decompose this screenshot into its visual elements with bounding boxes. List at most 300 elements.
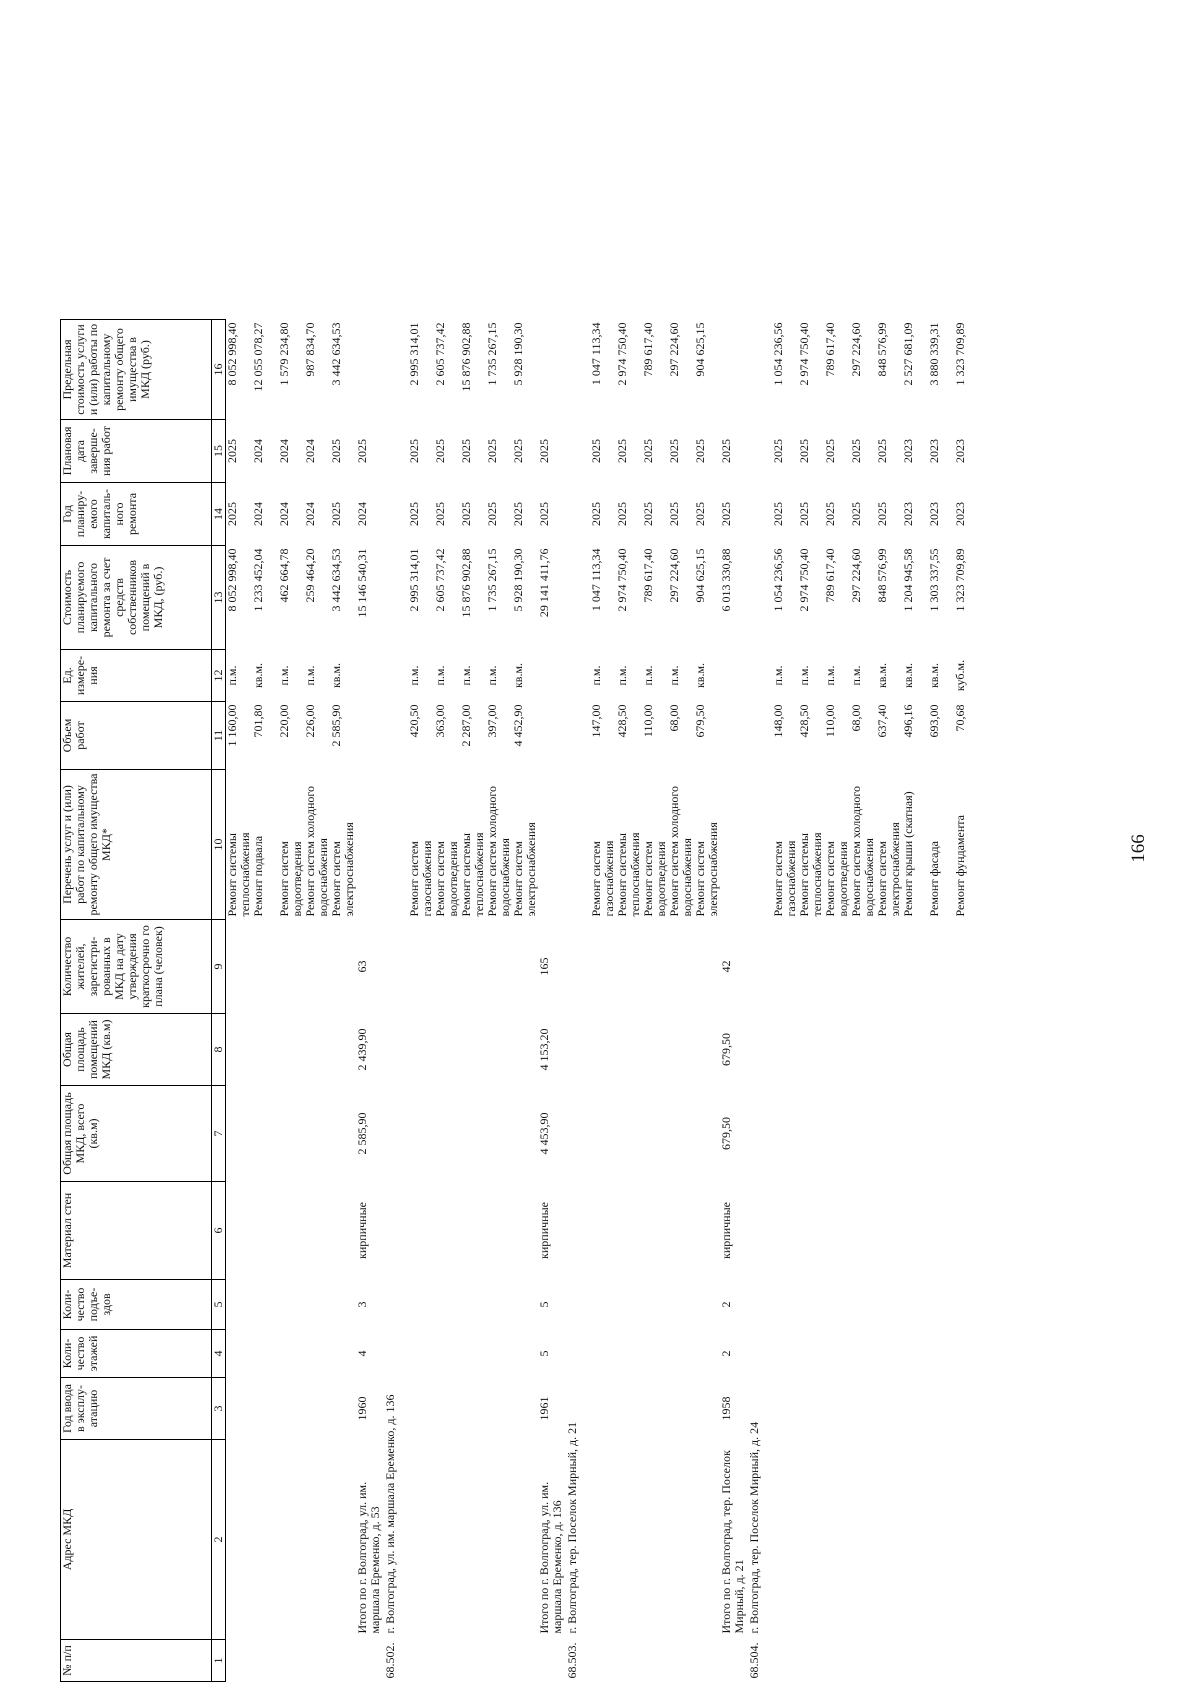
- unit: кв.м.: [511, 662, 525, 689]
- empty-cell: [902, 1640, 928, 1682]
- work-name: Ремонт систем холодного водоснабжения: [485, 785, 512, 917]
- max-cost: 1 579 234,80: [277, 322, 291, 386]
- work-volume: 2 585,90: [329, 704, 343, 747]
- empty-cell: [824, 1640, 850, 1682]
- completion-year: 2025: [641, 439, 655, 463]
- work-row: [486, 320, 512, 1682]
- work-name: Ремонт систем холодного водоснабжения: [849, 785, 876, 917]
- work-name: Ремонт систем газоснабжения: [771, 840, 798, 917]
- work-row: [226, 320, 253, 1682]
- max-cost: 987 834,70: [303, 322, 317, 377]
- premises-area: 4 153,20: [537, 1028, 551, 1071]
- planned-year: 2025: [771, 502, 785, 526]
- empty-cell: [512, 1640, 538, 1682]
- column-number-cell: 2: [212, 1440, 226, 1640]
- work-cost: 462 664,78: [277, 548, 291, 603]
- header-cell: Год планиру-емого капиталь-ного ремонта: [61, 483, 212, 546]
- total-cost: 6 013 330,88: [719, 548, 733, 612]
- unit: п.м.: [589, 665, 603, 686]
- total-cost: 15 146 540,31: [355, 548, 369, 618]
- column-number-cell: 13: [212, 546, 226, 650]
- address: г. Волгоград, тер. Поселок Мирный, д. 24: [747, 1421, 761, 1634]
- total-label: Итого по г. Волгоград, ул. им. маршала Еременко, д. 53: [355, 1481, 382, 1634]
- work-cost: 259 464,20: [303, 548, 317, 603]
- work-volume: 110,00: [823, 704, 837, 738]
- floors-count: 4: [355, 1350, 369, 1357]
- planned-year: 2024: [277, 502, 291, 526]
- max-cost: 2 527 681,09: [901, 322, 915, 386]
- total-cost: 29 141 411,76: [537, 548, 551, 618]
- work-volume: 428,50: [615, 704, 629, 738]
- planned-year: 2025: [485, 502, 499, 526]
- year-built: 1958: [719, 1396, 733, 1421]
- empty-cell: [902, 920, 928, 1640]
- empty-cell: [798, 1640, 824, 1682]
- work-name: Ремонт систем электроснабжения: [511, 822, 538, 917]
- work-cost: 789 617,40: [641, 548, 655, 603]
- work-volume: 397,00: [485, 704, 499, 738]
- work-cost: 1 303 337,55: [927, 548, 941, 612]
- row-number: 68.502.: [383, 1642, 397, 1679]
- empty-cell: [460, 920, 486, 1640]
- wall-material: кирпичные: [719, 1202, 733, 1259]
- completion-year: 2025: [693, 439, 707, 463]
- work-row: [252, 320, 278, 1682]
- work-volume: 110,00: [641, 704, 655, 738]
- floors-count: 5: [537, 1350, 551, 1357]
- empty-cell: [850, 1640, 876, 1682]
- empty-cell: [356, 1640, 384, 1682]
- column-number-cell: 11: [212, 702, 226, 770]
- work-volume: 679,50: [693, 704, 707, 738]
- address: г. Волгоград, тер. Поселок Мирный, д. 21: [565, 1421, 579, 1634]
- empty-cell: [928, 1640, 954, 1682]
- max-cost: 789 617,40: [823, 322, 837, 377]
- empty-cell: [486, 920, 512, 1640]
- work-name: Ремонт систем водоотведения: [433, 841, 460, 917]
- entrances-count: 3: [355, 1301, 369, 1308]
- work-cost: 1 323 709,89: [953, 548, 967, 612]
- work-row: [668, 320, 694, 1682]
- empty-cell: [954, 920, 980, 1640]
- empty-cell: [330, 1640, 356, 1682]
- empty-cell: [772, 1640, 798, 1682]
- work-cost: 1 054 236,56: [771, 548, 785, 612]
- completion-year: 2025: [771, 439, 785, 463]
- planned-year: 2025: [719, 502, 733, 526]
- address: г. Волгоград, ул. им. маршала Еременко, д. 136: [383, 1394, 397, 1634]
- empty-cell: [850, 920, 876, 1640]
- total-row: [720, 320, 748, 1682]
- header-cell: Стоимость планируемого капитального ремонта за счет средств собственников помещений в МКД, (руб.): [61, 546, 212, 650]
- max-cost: 1 735 267,15: [485, 322, 499, 386]
- work-row: [434, 320, 460, 1682]
- work-row: [772, 320, 798, 1682]
- empty-cell: [798, 920, 824, 1640]
- max-cost: 297 224,60: [667, 322, 681, 377]
- planned-year: 2024: [251, 502, 265, 526]
- empty-cell: [356, 650, 384, 702]
- planned-year: 2025: [537, 502, 551, 526]
- work-name: Ремонт крыши (скатная): [901, 791, 915, 917]
- header-cell: Количество жителей, зарегистри-рованных в МКД на дату утверждения краткосрочно го плана (человек): [61, 920, 212, 1014]
- empty-cell: [668, 1640, 694, 1682]
- planned-year: 2023: [953, 502, 967, 526]
- total-area: 679,50: [719, 1117, 733, 1150]
- column-number-cell: 10: [212, 770, 226, 920]
- address-row: [748, 320, 772, 1682]
- empty-cell: [278, 920, 304, 1640]
- planned-year: 2025: [797, 502, 811, 526]
- unit: п.м.: [225, 665, 239, 686]
- completion-year: 2025: [329, 439, 343, 463]
- work-name: Ремонт систем водоотведения: [277, 841, 304, 917]
- work-row: [304, 320, 330, 1682]
- empty-cell: [616, 1640, 642, 1682]
- work-volume: 68,00: [667, 704, 681, 732]
- work-volume: 70,68: [953, 704, 967, 732]
- work-volume: 701,80: [251, 704, 265, 738]
- work-volume: 68,00: [849, 704, 863, 732]
- completion-year: 2025: [459, 439, 473, 463]
- empty-cell: [720, 702, 748, 770]
- empty-cell: [356, 702, 384, 770]
- empty-cell: [772, 920, 798, 1640]
- column-number-cell: 3: [212, 1378, 226, 1440]
- empty-cell: [408, 1640, 434, 1682]
- empty-cell: [538, 1640, 566, 1682]
- empty-cell: [226, 920, 253, 1640]
- work-row: [694, 320, 720, 1682]
- max-cost: 789 617,40: [641, 322, 655, 377]
- work-row: [330, 320, 356, 1682]
- address-row: [384, 320, 408, 1682]
- empty-cell: [538, 320, 566, 420]
- completion-year: 2025: [537, 439, 551, 463]
- work-volume: 226,00: [303, 704, 317, 738]
- completion-year: 2025: [667, 439, 681, 463]
- work-cost: 5 928 190,30: [511, 548, 525, 612]
- empty-cell: [720, 770, 748, 920]
- empty-cell: [642, 1640, 668, 1682]
- unit: кв.м.: [329, 662, 343, 689]
- row-number: 68.504.: [747, 1642, 761, 1679]
- planned-year: 2025: [407, 502, 421, 526]
- work-cost: 1 204 945,58: [901, 548, 915, 612]
- work-cost: 848 576,99: [875, 548, 889, 603]
- empty-cell: [590, 920, 616, 1640]
- premises-area: 2 439,90: [355, 1028, 369, 1071]
- planned-year: 2025: [667, 502, 681, 526]
- work-cost: 297 224,60: [667, 548, 681, 603]
- work-volume: 4 452,90: [511, 704, 525, 747]
- max-cost: 8 052 998,40: [225, 322, 239, 386]
- entrances-count: 2: [719, 1301, 733, 1308]
- total-area: 2 585,90: [355, 1112, 369, 1155]
- unit: п.м.: [849, 665, 863, 686]
- work-name: Ремонт систем газоснабжения: [589, 840, 616, 917]
- residents-count: 63: [355, 960, 369, 973]
- work-name: Ремонт системы теплоснабжения: [459, 832, 486, 917]
- empty-cell: [252, 920, 278, 1640]
- planned-year: 2025: [225, 502, 239, 526]
- column-number-cell: 15: [212, 420, 226, 483]
- work-name: Ремонт фасада: [927, 841, 941, 917]
- work-row: [590, 320, 616, 1682]
- completion-year: 2025: [355, 439, 369, 463]
- work-name: Ремонт системы теплоснабжения: [615, 832, 642, 917]
- work-volume: 2 287,00: [459, 704, 473, 747]
- max-cost: 904 625,15: [693, 322, 707, 377]
- empty-cell: [954, 1640, 980, 1682]
- work-cost: 15 876 902,88: [459, 548, 473, 618]
- max-cost: 15 876 902,88: [459, 322, 473, 392]
- address-row: [566, 320, 590, 1682]
- completion-year: 2025: [849, 439, 863, 463]
- work-name: Ремонт систем холодного водоснабжения: [303, 785, 330, 917]
- empty-cell: [278, 1640, 304, 1682]
- completion-year: 2023: [927, 439, 941, 463]
- wall-material: кирпичные: [537, 1202, 551, 1259]
- column-number-cell: 5: [212, 1280, 226, 1330]
- table-body: [226, 320, 981, 1682]
- work-name: Ремонт систем водоотведения: [823, 841, 850, 917]
- planned-year: 2025: [641, 502, 655, 526]
- completion-year: 2025: [485, 439, 499, 463]
- planned-year: 2023: [927, 502, 941, 526]
- empty-cell: [408, 920, 434, 1640]
- completion-year: 2023: [901, 439, 915, 463]
- column-number-cell: 14: [212, 483, 226, 546]
- unit: п.м.: [615, 665, 629, 686]
- unit: кв.м.: [693, 662, 707, 689]
- header-cell: Материал стен: [61, 1182, 212, 1280]
- empty-cell: [590, 1640, 616, 1682]
- total-area: 4 453,90: [537, 1112, 551, 1155]
- work-cost: 1 233 452,04: [251, 548, 265, 612]
- empty-cell: [538, 650, 566, 702]
- max-cost: 2 974 750,40: [615, 322, 629, 386]
- empty-cell: [876, 920, 902, 1640]
- planned-year: 2025: [615, 502, 629, 526]
- work-volume: 1 160,00: [225, 704, 239, 747]
- work-row: [876, 320, 902, 1682]
- work-volume: 637,40: [875, 704, 889, 738]
- total-row: [356, 320, 384, 1682]
- premises-area: 679,50: [719, 1033, 733, 1066]
- empty-cell: [642, 920, 668, 1640]
- empty-cell: [694, 920, 720, 1640]
- max-cost: 3 880 339,31: [927, 322, 941, 386]
- header-cell: Перечень услуг и (или) работ по капитальному ремонту общего имущества МКД*: [61, 770, 212, 920]
- planned-year: 2023: [901, 502, 915, 526]
- empty-cell: [460, 1640, 486, 1682]
- unit: п.м.: [485, 665, 499, 686]
- work-volume: 496,16: [901, 704, 915, 738]
- residents-count: 42: [719, 960, 733, 973]
- header-cell: Общая площадь помещений МКД (кв.м): [61, 1014, 212, 1086]
- planned-year: 2025: [459, 502, 473, 526]
- column-number-cell: 12: [212, 650, 226, 702]
- max-cost: 297 224,60: [849, 322, 863, 377]
- work-cost: 789 617,40: [823, 548, 837, 603]
- empty-cell: [304, 920, 330, 1640]
- planned-year: 2025: [329, 502, 343, 526]
- column-number-cell: 4: [212, 1330, 226, 1378]
- page-number: 166: [1128, 834, 1149, 863]
- work-volume: 220,00: [277, 704, 291, 738]
- work-row: [616, 320, 642, 1682]
- total-label: Итого по г. Волгоград, тер. Поселок Мирный, д. 21: [719, 1450, 746, 1634]
- work-name: Ремонт систем холодного водоснабжения: [667, 785, 694, 917]
- row-number: 68.503.: [565, 1642, 579, 1679]
- empty-cell: [538, 770, 566, 920]
- work-name: Ремонт подвала: [251, 835, 265, 917]
- work-volume: 428,50: [797, 704, 811, 738]
- planned-year: 2025: [849, 502, 863, 526]
- work-cost: 1 735 267,15: [485, 548, 499, 612]
- unit: кв.м.: [927, 662, 941, 689]
- empty-cell: [668, 920, 694, 1640]
- capital-repair-table: [60, 319, 980, 1682]
- work-cost: 2 995 314,01: [407, 548, 421, 612]
- planned-year: 2025: [589, 502, 603, 526]
- completion-year: 2025: [433, 439, 447, 463]
- max-cost: 3 442 634,53: [329, 322, 343, 386]
- work-cost: 1 047 113,34: [589, 548, 603, 612]
- empty-cell: [434, 1640, 460, 1682]
- completion-year: 2024: [277, 439, 291, 463]
- completion-year: 2023: [953, 439, 967, 463]
- work-row: [278, 320, 304, 1682]
- work-row: [824, 320, 850, 1682]
- header-row: [61, 320, 212, 1682]
- completion-year: 2025: [823, 439, 837, 463]
- completion-year: 2025: [225, 439, 239, 463]
- column-number-cell: 8: [212, 1014, 226, 1086]
- max-cost: 1 323 709,89: [953, 322, 967, 386]
- column-number-cell: 9: [212, 920, 226, 1014]
- floors-count: 2: [719, 1350, 733, 1357]
- header-cell: Коли-чество подъе-здов: [61, 1280, 212, 1330]
- work-row: [642, 320, 668, 1682]
- work-name: Ремонт систем водоотведения: [641, 841, 668, 917]
- empty-cell: [512, 920, 538, 1640]
- wall-material: кирпичные: [355, 1202, 369, 1259]
- work-name: Ремонт системы теплоснабжения: [225, 832, 252, 917]
- header-cell: Общая площадь МКД, всего (кв.м): [61, 1086, 212, 1182]
- work-row: [512, 320, 538, 1682]
- work-volume: 693,00: [927, 704, 941, 738]
- unit: кв.м.: [251, 662, 265, 689]
- unit: кв.м.: [901, 662, 915, 689]
- empty-cell: [720, 1640, 748, 1682]
- year-built: 1961: [537, 1396, 551, 1421]
- total-row: [538, 320, 566, 1682]
- planned-year: 2025: [823, 502, 837, 526]
- work-row: [850, 320, 876, 1682]
- unit: п.м.: [459, 665, 473, 686]
- column-number-row: [212, 320, 226, 1682]
- work-row: [902, 320, 928, 1682]
- unit: п.м.: [303, 665, 317, 686]
- work-cost: 904 625,15: [693, 548, 707, 603]
- work-name: Ремонт системы теплоснабжения: [797, 832, 824, 917]
- work-row: [798, 320, 824, 1682]
- max-cost: 2 974 750,40: [797, 322, 811, 386]
- empty-cell: [538, 702, 566, 770]
- year-built: 1960: [355, 1396, 369, 1421]
- planned-year: 2025: [511, 502, 525, 526]
- work-name: Ремонт систем электроснабжения: [329, 822, 356, 917]
- column-number-cell: 7: [212, 1086, 226, 1182]
- planned-year: 2025: [875, 502, 889, 526]
- residents-count: 165: [537, 957, 551, 976]
- work-row: [954, 320, 980, 1682]
- work-cost: 2 974 750,40: [615, 548, 629, 612]
- empty-cell: [694, 1640, 720, 1682]
- empty-cell: [330, 920, 356, 1640]
- unit: п.м.: [771, 665, 785, 686]
- unit: п.м.: [277, 665, 291, 686]
- work-name: Ремонт систем электроснабжения: [875, 822, 902, 917]
- work-cost: 3 442 634,53: [329, 548, 343, 612]
- unit: п.м.: [407, 665, 421, 686]
- empty-cell: [720, 320, 748, 420]
- total-label: Итого по г. Волгоград, ул. им. маршала Еременко, д. 136: [537, 1481, 564, 1634]
- empty-cell: [356, 770, 384, 920]
- header-cell: Адрес МКД: [61, 1440, 212, 1640]
- empty-cell: [226, 1640, 253, 1682]
- completion-year: 2025: [407, 439, 421, 463]
- empty-cell: [876, 1640, 902, 1682]
- empty-cell: [824, 920, 850, 1640]
- column-number-cell: 16: [212, 320, 226, 420]
- completion-year: 2025: [797, 439, 811, 463]
- header-cell: Предельная стоимость услуги и (или) работы по капитальному ремонту общего имущества в МКД (руб.): [61, 320, 212, 420]
- work-cost: 2 605 737,42: [433, 548, 447, 612]
- max-cost: 1 054 236,56: [771, 322, 785, 386]
- max-cost: 1 047 113,34: [589, 322, 603, 386]
- unit: п.м.: [667, 665, 681, 686]
- work-cost: 8 052 998,40: [225, 548, 239, 612]
- empty-cell: [486, 1640, 512, 1682]
- work-row: [928, 320, 954, 1682]
- work-name: Ремонт систем газоснабжения: [407, 840, 434, 917]
- unit: кв.м.: [875, 662, 889, 689]
- empty-cell: [720, 650, 748, 702]
- unit: п.м.: [433, 665, 447, 686]
- column-number-cell: 1: [212, 1640, 226, 1682]
- max-cost: 2 605 737,42: [433, 322, 447, 386]
- column-number-cell: 6: [212, 1182, 226, 1280]
- work-row: [460, 320, 486, 1682]
- work-name: Ремонт систем электроснабжения: [693, 822, 720, 917]
- completion-year: 2024: [303, 439, 317, 463]
- planned-year: 2024: [303, 502, 317, 526]
- empty-cell: [434, 920, 460, 1640]
- empty-cell: [616, 920, 642, 1640]
- unit: п.м.: [797, 665, 811, 686]
- completion-year: 2025: [615, 439, 629, 463]
- planned-year: 2024: [355, 502, 369, 526]
- completion-year: 2024: [251, 439, 265, 463]
- planned-year: 2025: [693, 502, 707, 526]
- work-volume: 147,00: [589, 704, 603, 738]
- header-cell: Год ввода в эксплу-атацию: [61, 1378, 212, 1440]
- entrances-count: 5: [537, 1301, 551, 1308]
- work-cost: 297 224,60: [849, 548, 863, 603]
